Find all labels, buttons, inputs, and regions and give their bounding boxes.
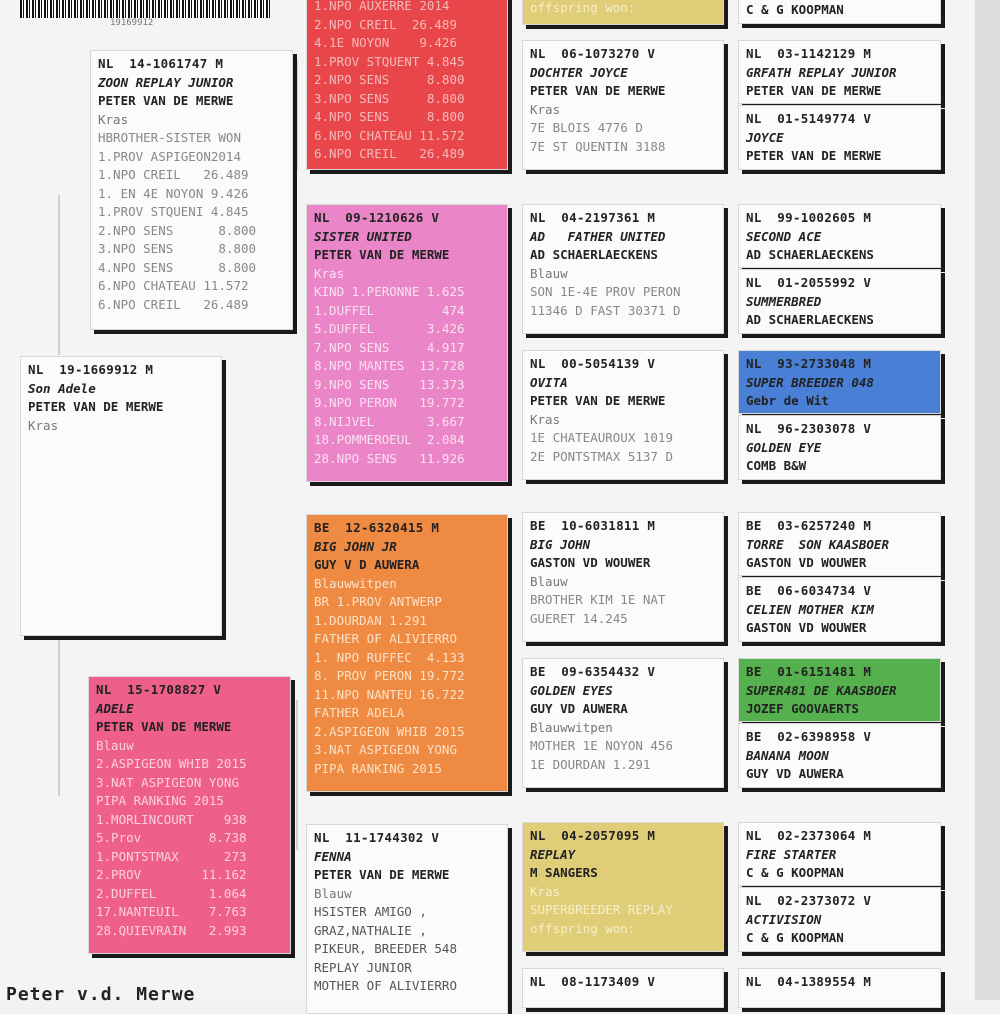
sire-sire-card[interactable] [306, 0, 508, 170]
result-line: 2.NPO SENS 8.800 [314, 72, 465, 87]
pigeon-name: GRFATH REPLAY JUNIOR [746, 64, 897, 80]
pigeon-name: DOCHTER JOYCE [530, 64, 628, 80]
owner-name: AD SCHAERLAECKENS [530, 247, 658, 262]
owner-name: PETER VAN DE MERWE [530, 393, 666, 408]
pigeon-name: FIRE STARTER [746, 846, 837, 862]
owner-name: M SANGERS [530, 865, 598, 880]
result-line: SUPERBREEDER REPLAY [530, 902, 673, 917]
owner-name: C & G KOOPMAN [746, 2, 844, 17]
ring-number: NL 99-1002605 M [746, 210, 872, 225]
result-line: 3.NPO SENS 8.800 [314, 90, 465, 106]
result-line: 1.PROV STQUENI 4.845 [98, 204, 249, 219]
ring-number: BE 02-6398958 V [746, 729, 872, 744]
result-line: 28.QUIEVRAIN 2.993 [96, 922, 247, 938]
ring-number: BE 06-6034734 V [746, 583, 872, 598]
result-line: 5.Prov 8.738 [96, 830, 247, 845]
owner-name: PETER VAN DE MERWE [314, 867, 450, 882]
subject-card[interactable] [20, 356, 222, 636]
result-line: 7E ST QUENTIN 3188 [530, 138, 666, 154]
dam-card[interactable] [88, 676, 291, 954]
result-line: 1.DUFFEL 474 [314, 302, 465, 318]
pigeon-name: SECOND ACE [746, 228, 822, 244]
result-line: 2E PONTSTMAX 5137 D [530, 448, 673, 464]
g5-card[interactable] [738, 40, 941, 104]
result-line: 5.DUFFEL 3.426 [314, 321, 465, 336]
connector-line [296, 700, 298, 850]
g5-card[interactable] [738, 658, 941, 722]
pigeon-name: TORRE SON KAASBOER [746, 536, 889, 552]
ring-number: BE 03-6257240 M [746, 518, 872, 533]
g5-card[interactable] [738, 723, 941, 788]
pigeon-name: OVITA [530, 374, 568, 390]
result-line: PIKEUR, BREEDER 548 [314, 941, 457, 956]
result-line: 4.1E NOYON 9.426 [314, 35, 457, 50]
ring-number: NL 93-2733048 M [746, 356, 872, 371]
result-line: offspring won: [530, 0, 636, 15]
result-line: 28.NPO SENS 11.926 [314, 450, 465, 466]
result-line: 1.NPO AUXERRE 2014 [314, 0, 450, 13]
result-line: 9.NPO PERON 19.772 [314, 395, 465, 410]
result-line: MOTHER OF ALIVIERRO [314, 978, 457, 993]
g5-card[interactable] [738, 415, 941, 480]
ring-number: BE 10-6031811 M [530, 518, 656, 533]
ring-number: NL 01-5149774 V [746, 111, 872, 126]
pigeon-name: ZOON REPLAY JUNIOR [98, 74, 234, 90]
result-line: PIPA RANKING 2015 [314, 760, 442, 776]
g4-card[interactable] [522, 822, 724, 952]
pigeon-name: GOLDEN EYE [746, 439, 822, 455]
result-line: 1.DOURDAN 1.291 [314, 612, 427, 628]
result-line: 2.DUFFEL 1.064 [96, 885, 247, 901]
pigeon-name: Son Adele [28, 380, 96, 396]
pigeon-name: JOYCE [746, 129, 784, 145]
sire-dam-card[interactable] [306, 204, 508, 482]
owner-name: AD SCHAERLAECKENS [746, 312, 874, 327]
pigeon-name: SISTER UNITED [314, 228, 412, 244]
result-line: 9.NPO SENS 13.373 [314, 376, 465, 392]
result-line: 1.PONTSTMAX 273 [96, 848, 247, 864]
result-line: 2.ASPIGEON WHIB 2015 [96, 756, 247, 771]
result-line: 1.PROV STQUENT 4.845 [314, 53, 465, 69]
result-line: SON 1E-4E PROV PERON [530, 284, 681, 299]
g5-card[interactable] [738, 0, 941, 24]
result-line: BR 1.PROV ANTWERP [314, 594, 442, 609]
g4-card-top[interactable] [522, 0, 724, 25]
result-line: 11346 D FAST 30371 D [530, 302, 681, 318]
ring-number: NL 15-1708827 V [96, 682, 222, 697]
g5-card[interactable] [738, 887, 941, 952]
result-line: 6.NPO CREIL 26.489 [314, 146, 465, 161]
pigeon-color: Kras [530, 101, 561, 117]
owner-name: Gebr de Wit [746, 393, 829, 408]
result-line: 17.NANTEUIL 7.763 [96, 904, 247, 919]
g4-card[interactable] [522, 40, 724, 170]
result-line: 6.NPO CHATEAU 11.572 [314, 127, 465, 143]
result-line: 8.NPO MANTES 13.728 [314, 358, 465, 373]
ring-number: NL 14-1061747 M [98, 56, 224, 71]
ring-number: NL 04-2057095 M [530, 828, 656, 843]
pigeon-name: FENNA [314, 848, 352, 864]
dam-dam-card[interactable] [306, 824, 508, 1014]
pigeon-color: Blauwwitpen [530, 719, 613, 735]
result-line: 1.NPO CREIL 26.489 [98, 167, 249, 182]
result-line: 3.NAT ASPIGEON YONG [314, 742, 457, 757]
result-line: PIPA RANKING 2015 [96, 793, 224, 808]
pigeon-name: ADELE [96, 700, 134, 716]
connector-line [296, 60, 298, 170]
ring-number: NL 00-5054139 V [530, 356, 656, 371]
result-line: 4.NPO SENS 8.800 [314, 109, 465, 124]
owner-name: GUY VD AUWERA [746, 766, 844, 781]
result-line: 2.PROV 11.162 [96, 867, 247, 882]
owner-name: PETER VAN DE MERWE [746, 148, 882, 163]
result-line: 1E DOURDAN 1.291 [530, 756, 651, 772]
pigeon-name: BANANA MOON [746, 747, 829, 763]
result-line: 2.ASPIGEON WHIB 2015 [314, 723, 465, 739]
connector-line [58, 636, 60, 796]
pigeon-color: Kras [530, 411, 561, 427]
ring-number: NL 01-2055992 V [746, 275, 872, 290]
g5-card[interactable] [738, 204, 941, 268]
result-line: 8.NIJVEL 3.667 [314, 413, 465, 429]
result-line: 18.POMMEROEUL 2.084 [314, 432, 465, 447]
owner-name: PETER VAN DE MERWE [98, 93, 234, 108]
owner-name: PETER VAN DE MERWE [746, 83, 882, 98]
result-line: REPLAY JUNIOR [314, 959, 412, 975]
g5-card[interactable] [738, 512, 941, 576]
owner-name: PETER VAN DE MERWE [28, 399, 164, 414]
result-line: KIND 1.PERONNE 1.625 [314, 284, 465, 299]
result-line: 3.NPO SENS 8.800 [98, 241, 257, 256]
result-line: HSISTER AMIGO , [314, 904, 427, 919]
result-line: BROTHER KIM 1E NAT [530, 592, 666, 607]
pigeon-color: Blauwwitpen [314, 575, 397, 591]
result-line: 1. EN 4E NOYON 9.426 [98, 185, 249, 201]
ring-number: NL 11-1744302 V [314, 830, 440, 845]
ring-number: NL 04-1389554 M [746, 974, 872, 989]
connector-line [58, 195, 60, 355]
pigeon-color: Kras [98, 111, 129, 127]
result-line: 6.NPO CHATEAU 11.572 [98, 278, 249, 293]
result-line: 7E BLOIS 4776 D [530, 120, 643, 135]
ring-number: NL 04-2197361 M [530, 210, 656, 225]
g4-card[interactable] [522, 350, 724, 480]
g5-card[interactable] [738, 350, 941, 414]
g4-card[interactable] [522, 968, 724, 1008]
result-line: 11.NPO NANTEU 16.722 [314, 686, 465, 702]
ring-number: NL 02-2373064 M [746, 828, 872, 843]
result-line: 1.MORLINCOURT 938 [96, 811, 247, 827]
pigeon-color: Kras [530, 883, 561, 899]
result-line: 2.NPO SENS 8.800 [98, 222, 257, 238]
owner-name: PETER VAN DE MERWE [96, 719, 232, 734]
sire-card[interactable] [90, 50, 293, 330]
dam-sire-card[interactable] [306, 514, 508, 792]
owner-name: GASTON VD WOUWER [746, 620, 867, 635]
ring-number: NL 19-1669912 M [28, 362, 154, 377]
owner-name: C & G KOOPMAN [746, 930, 844, 945]
result-line: 1E CHATEAUROUX 1019 [530, 430, 673, 445]
barcode [20, 0, 270, 18]
ring-number: NL 06-1073270 V [530, 46, 656, 61]
result-line: HBROTHER-SISTER WON [98, 130, 241, 145]
pigeon-color: Blauw [530, 265, 568, 281]
pigeon-color: Kras [28, 417, 59, 433]
result-line: 7.NPO SENS 4.917 [314, 339, 465, 355]
pigeon-color: Kras [314, 265, 345, 281]
pigeon-name: SUPER BREEDER 048 [746, 374, 874, 390]
pigeon-name: CELIEN MOTHER KIM [746, 601, 874, 617]
g5-card[interactable] [738, 822, 941, 886]
owner-name: COMB B&W [746, 458, 807, 473]
ring-number: NL 08-1173409 V [530, 974, 656, 989]
owner-name: PETER VAN DE MERWE [314, 247, 450, 262]
owner-name: PETER VAN DE MERWE [530, 83, 666, 98]
ring-number: NL 02-2373072 V [746, 893, 872, 908]
result-line: 6.NPO CREIL 26.489 [98, 296, 249, 312]
page-edge [975, 0, 1000, 1000]
owner-name: AD SCHAERLAECKENS [746, 247, 874, 262]
pigeon-color: Blauw [96, 737, 134, 753]
result-line: offspring won: [530, 920, 636, 936]
owner-name: C & G KOOPMAN [746, 865, 844, 880]
pigeon-name: BIG JOHN [530, 536, 591, 552]
pigeon-name: AD FATHER UNITED [530, 228, 666, 244]
g4-card[interactable] [522, 204, 724, 334]
pigeon-name: GOLDEN EYES [530, 682, 613, 698]
result-line: MOTHER 1E NOYON 456 [530, 738, 673, 753]
barcode-number: 19169912 [110, 18, 154, 28]
result-line: FATHER OF ALIVIERRO [314, 631, 457, 646]
pigeon-name: SUMMERBRED [746, 293, 822, 309]
result-line: 1. NPO RUFFEC 4.133 [314, 649, 465, 665]
result-line: GUERET 14.245 [530, 610, 628, 626]
footer-owner-name: Peter v.d. Merwe [6, 984, 196, 1005]
pigeon-color: Blauw [530, 573, 568, 589]
ring-number: NL 96-2303078 V [746, 421, 872, 436]
g5-card[interactable] [738, 577, 941, 642]
result-line: FATHER ADELA [314, 705, 405, 720]
ring-number: NL 03-1142129 M [746, 46, 872, 61]
g4-card[interactable] [522, 658, 724, 788]
owner-name: GUY V D AUWERA [314, 557, 420, 572]
owner-name: GUY VD AUWERA [530, 701, 628, 716]
ring-number: BE 12-6320415 M [314, 520, 440, 535]
pigeon-name: ACTIVISION [746, 911, 822, 927]
g4-card[interactable] [522, 512, 724, 642]
result-line: 2.NPO CREIL 26.489 [314, 16, 457, 32]
g5-card[interactable] [738, 105, 941, 170]
owner-name: JOZEF GOOVAERTS [746, 701, 859, 716]
pigeon-name: REPLAY [530, 846, 576, 862]
result-line: 3.NAT ASPIGEON YONG [96, 774, 239, 790]
owner-name: GASTON VD WOUWER [746, 555, 867, 570]
result-line: 4.NPO SENS 8.800 [98, 259, 257, 275]
pigeon-name: SUPER481 DE KAASBOER [746, 682, 897, 698]
ring-number: NL 09-1210626 V [314, 210, 440, 225]
owner-name: GASTON VD WOUWER [530, 555, 651, 570]
result-line: GRAZ,NATHALIE , [314, 922, 427, 938]
result-line: 8. PROV PERON 19.772 [314, 668, 465, 683]
g5-card[interactable] [738, 269, 941, 334]
result-line: 1.PROV ASPIGEON2014 [98, 148, 241, 164]
pigeon-color: Blauw [314, 885, 352, 901]
ring-number: BE 09-6354432 V [530, 664, 656, 679]
pigeon-name: BIG JOHN JR [314, 538, 397, 554]
g5-card[interactable] [738, 968, 941, 1008]
ring-number: BE 01-6151481 M [746, 664, 872, 679]
